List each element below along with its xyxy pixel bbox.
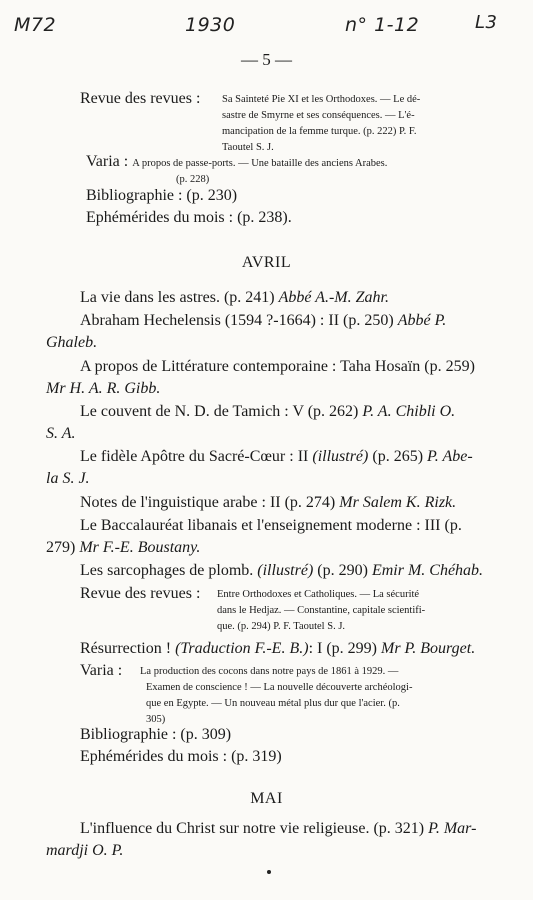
avril-revue-line: dans le Hedjaz. — Constantine, capitale scientifi- — [217, 605, 426, 616]
mars-revue-label: Revue des revues : — [80, 90, 201, 107]
avril-entry-4-cont — [46, 425, 75, 443]
avril-varia-line: que en Egypte. — Un nouveau métal plus dur que l'acier. (p. — [146, 698, 400, 709]
entry-author: P. Mar- — [428, 820, 477, 837]
entry-title: L'influence du Christ sur notre vie religieuse. (p. 321) — [80, 820, 429, 837]
entry-page: (p. 265) — [368, 448, 428, 465]
mars-varia-label: Varia : — [86, 153, 129, 170]
entry-author: Mr P. Bourget. — [381, 640, 476, 657]
section-heading-avril: AVRIL — [241, 254, 292, 271]
entry-author: P. Abe- — [427, 448, 473, 465]
mars-revue-line: Taoutel S. J. — [222, 142, 274, 153]
avril-varia-label: Varia : — [80, 662, 123, 679]
page-number: — 5 — — [241, 50, 292, 69]
avril-entry-4 — [80, 403, 455, 421]
avril-revue-content — [217, 587, 512, 635]
mars-revue-line: sastre de Smyrne et ses conséquences. — L'é- — [222, 110, 415, 121]
mars-varia-page: (p. 228) — [176, 174, 210, 185]
avril-entry-3 — [80, 358, 475, 376]
entry-author: Ghaleb. — [46, 334, 98, 351]
entry-title: Les sarcophages de plomb. — [80, 562, 258, 579]
avril-revue-line: que. (p. 294) P. F. Taoutel S. J. — [217, 621, 346, 632]
avril-varia-line: 305) — [146, 714, 166, 725]
handwritten-page: L3 — [475, 12, 498, 33]
mars-varia-text: A propos de passe-ports. — Une bataille des anciens Arabes. — [132, 158, 388, 169]
entry-translation: (Traduction F.-E. B.) — [175, 640, 309, 657]
mars-revue-line: mancipation de la femme turque. (p. 222) P. F. — [222, 126, 417, 137]
entry-title: Le Baccalauréat libanais et l'enseignement moderne : III (p. — [80, 517, 462, 534]
entry-author: Abbé P. — [397, 312, 447, 329]
avril-resurrection — [80, 640, 475, 658]
avril-ephemerides: Ephémérides du mois : (p. 319) — [80, 748, 282, 765]
entry-author: Mr F.-E. Boustany. — [79, 539, 201, 556]
avril-entry-5 — [80, 448, 473, 466]
entry-title: Le fidèle Apôtre du Sacré-Cœur : II — [80, 448, 313, 465]
entry-author: Emir M. Chéhab. — [371, 562, 484, 579]
mars-revue-content — [222, 92, 512, 156]
avril-bibliographie: Bibliographie : (p. 309) — [80, 726, 232, 743]
entry-author: S. A. — [46, 425, 76, 442]
entry-author: Mr H. A. R. Gibb. — [46, 380, 161, 397]
ink-speck — [267, 870, 271, 874]
avril-entry-7-cont — [46, 539, 200, 557]
mars-bibliographie: Bibliographie : (p. 230) — [86, 187, 238, 204]
entry-title: Notes de l'inguistique arabe : II (p. 274) — [80, 494, 340, 511]
entry-title: A propos de Littérature contemporaine : Taha Hosaïn (p. 259) — [80, 358, 475, 375]
handwritten-issues: n° 1-12 — [345, 14, 420, 36]
avril-entry-3-cont — [46, 380, 160, 398]
entry-page: : I (p. 299) — [308, 640, 381, 657]
entry-illustrated: (illustré) — [312, 448, 369, 465]
mars-revue-line: Sa Sainteté Pie XI et les Orthodoxes. — Le dé- — [222, 94, 421, 105]
entry-author: Abbé A.-M. Zahr. — [278, 289, 389, 306]
avril-revue-label: Revue des revues : — [80, 585, 201, 602]
avril-entry-2-cont — [46, 334, 97, 352]
entry-title: Abraham Hechelensis (1594 ?-1664) : II (p. 250) — [80, 312, 398, 329]
avril-entry-2 — [80, 312, 446, 330]
avril-varia-line: La production des cocons dans notre pays de 1861 à 1929. — — [140, 666, 399, 677]
section-heading-mai: MAI — [250, 790, 283, 807]
avril-varia-content — [140, 664, 512, 728]
avril-entry-5-cont — [46, 470, 90, 488]
avril-entry-6 — [80, 494, 456, 512]
avril-entry-1 — [80, 289, 389, 307]
entry-author: mardji O. P. — [46, 842, 124, 859]
entry-title: Le couvent de N. D. de Tamich : V (p. 262) — [80, 403, 363, 420]
handwritten-year: 1930 — [185, 14, 236, 36]
avril-entry-8 — [80, 562, 483, 580]
mai-entry-1 — [80, 820, 476, 838]
entry-illustrated: (illustré) — [257, 562, 314, 579]
entry-author: Mr Salem K. Rizk. — [339, 494, 457, 511]
mars-varia — [86, 153, 387, 171]
entry-page: (p. 290) — [313, 562, 372, 579]
avril-revue-line: Entre Orthodoxes et Catholiques. — La sécurité — [217, 589, 420, 600]
avril-entry-7 — [80, 517, 462, 535]
handwritten-reference: M72 — [14, 14, 57, 36]
mars-ephemerides: Ephémérides du mois : (p. 238). — [86, 209, 292, 226]
entry-author: P. A. Chibli O. — [362, 403, 456, 420]
entry-page: 279) — [46, 539, 80, 556]
entry-title: Résurrection ! — [80, 640, 176, 657]
entry-author: la S. J. — [46, 470, 90, 487]
avril-varia-line: Examen de conscience ! — La nouvelle découverte archéologi- — [146, 682, 413, 693]
mai-entry-1-cont — [46, 842, 123, 860]
entry-title: La vie dans les astres. (p. 241) — [80, 289, 279, 306]
